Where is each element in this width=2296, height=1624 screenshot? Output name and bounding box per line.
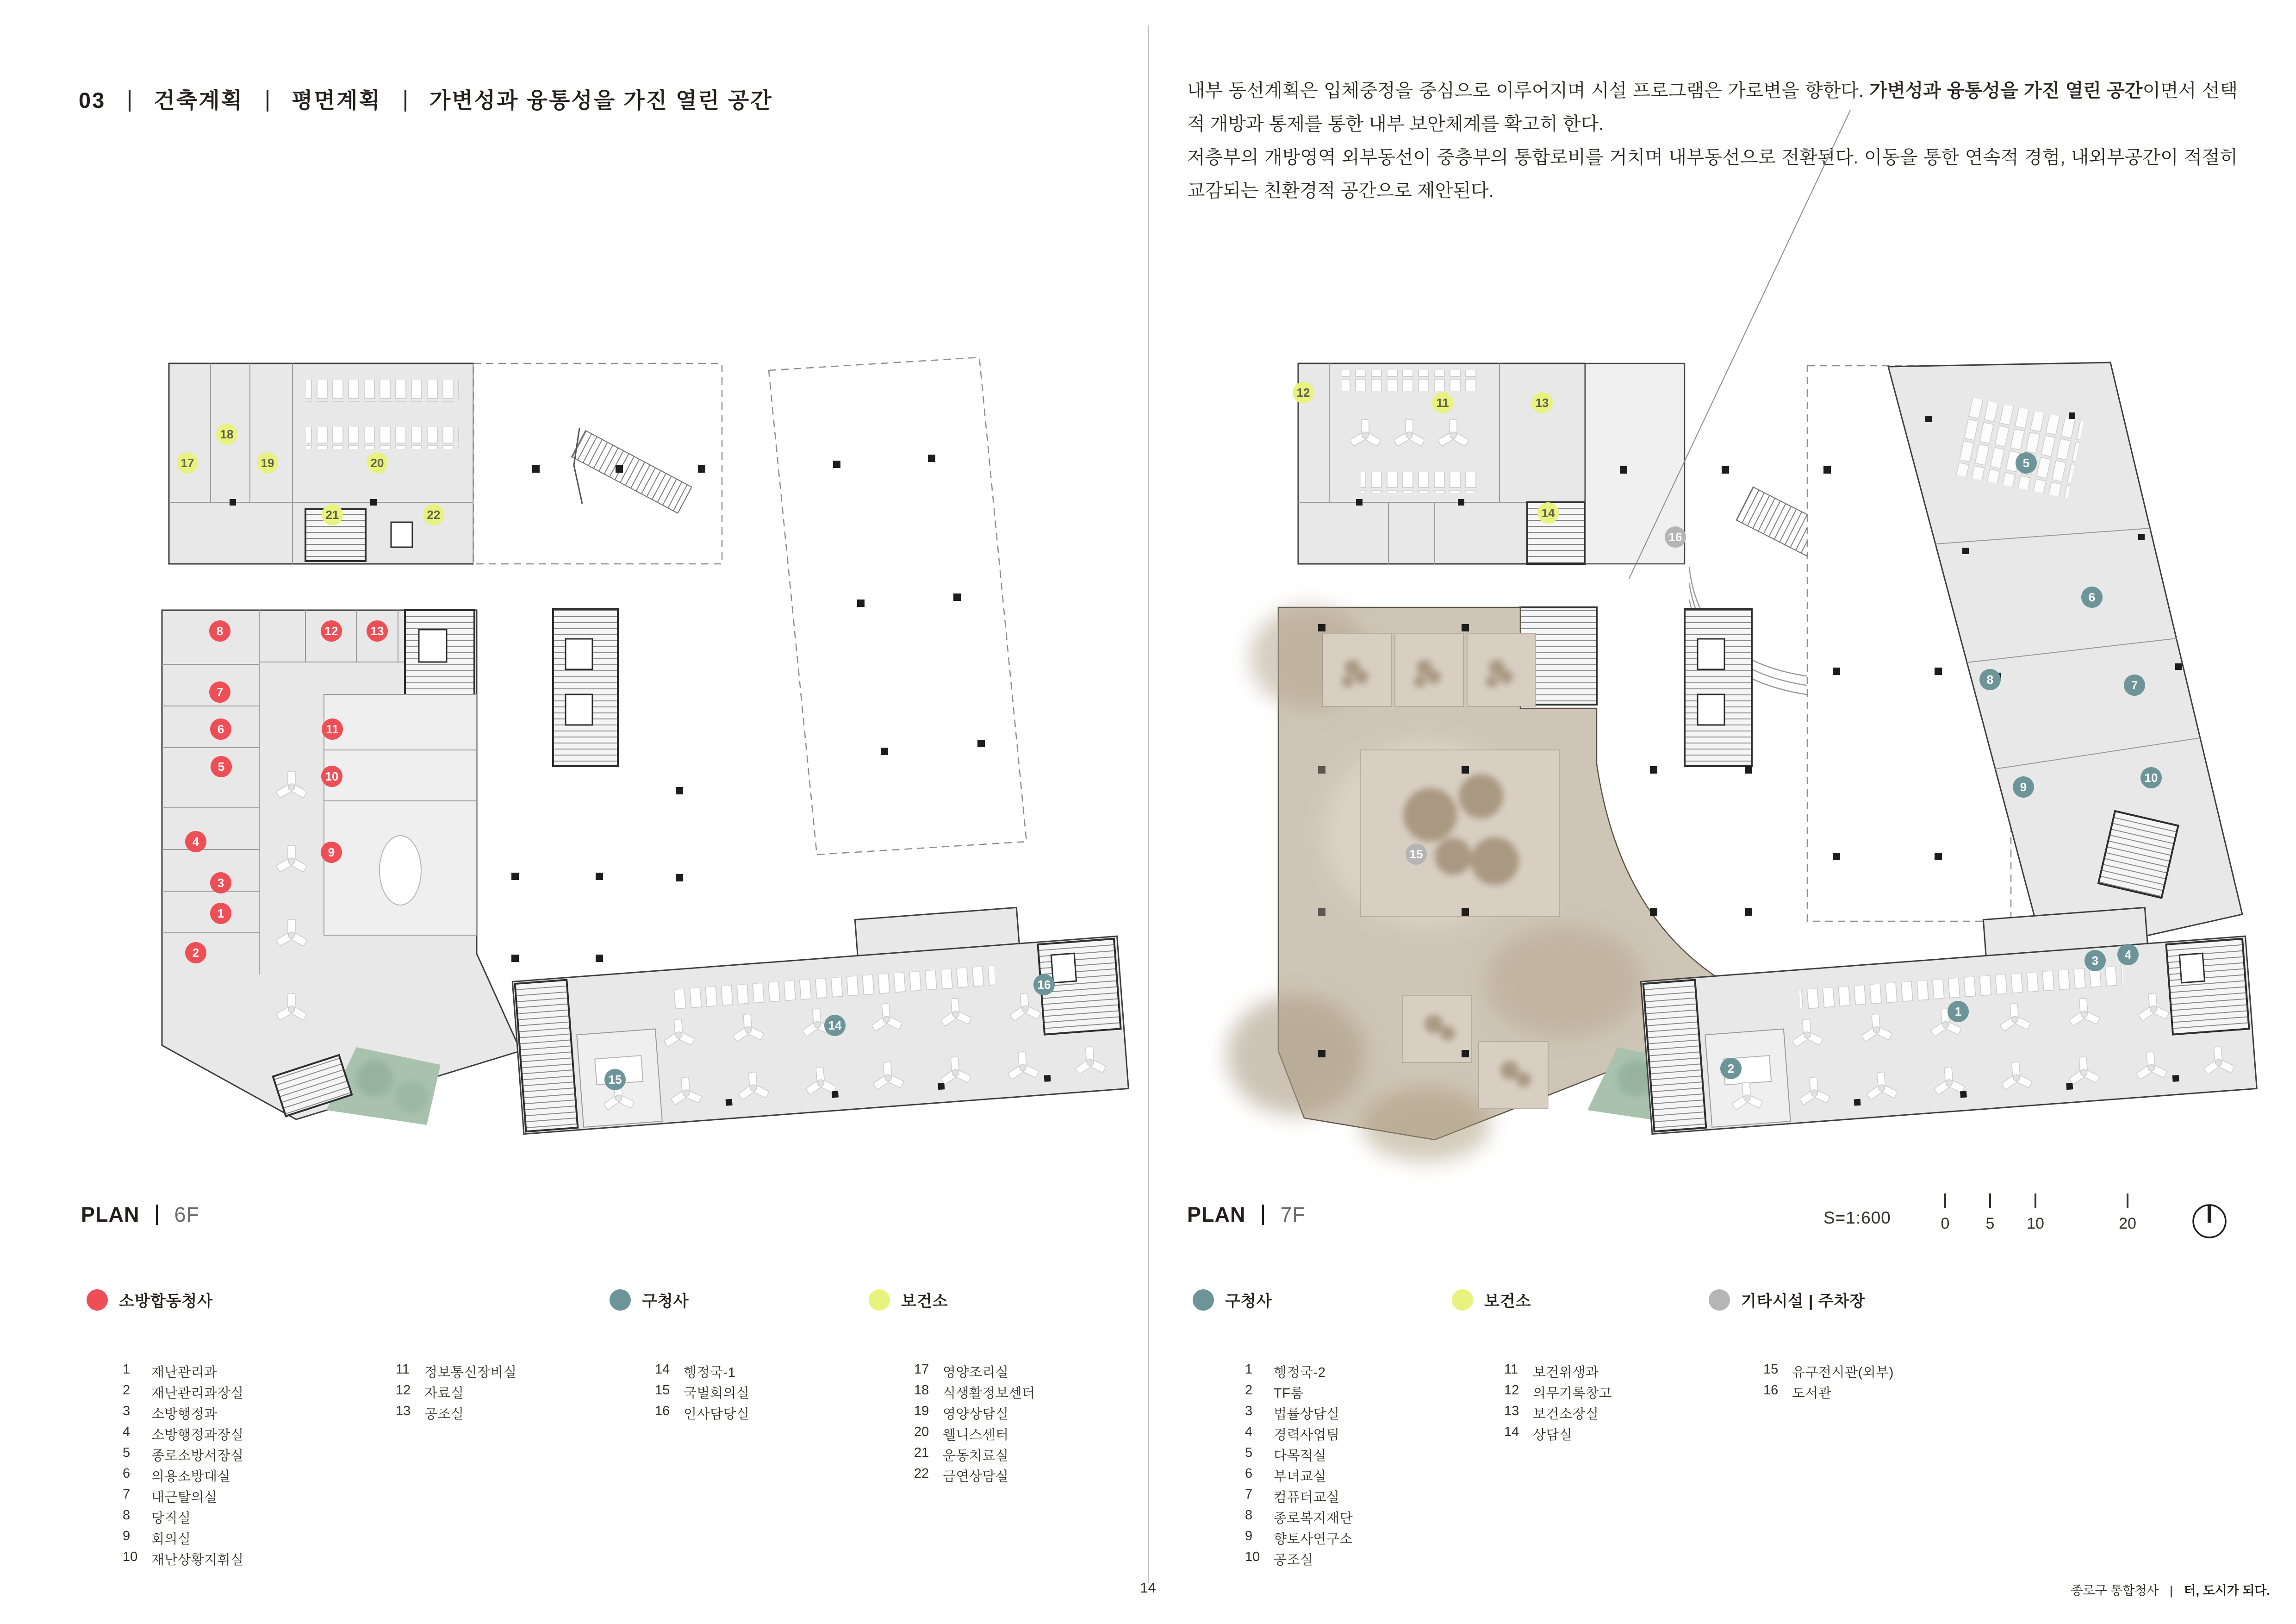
scale-text: S=1:600: [1823, 1208, 1891, 1227]
legend-item: 소방합동청사: [87, 1288, 213, 1311]
room-badge: 8: [1979, 669, 2001, 690]
room-list-row: 14 상담실: [1504, 1424, 1573, 1443]
intro-p2: 저층부의 개방영역 외부동선이 중층부의 통합로비를 거치며 내부동선으로 전환된다. 이동을 통한 연속적 경험, 내외부공간이 적절히 교감되는 친환경적 공간으로 제안된다.: [1187, 147, 2238, 201]
room-badge: 3: [2084, 950, 2106, 971]
room-list-row: 2 TF룸: [1245, 1383, 1304, 1401]
legend-dot-health: [1452, 1289, 1473, 1311]
room-badge: 4: [185, 831, 206, 852]
legend-dot-fire: [87, 1289, 108, 1311]
room-badge: 12: [321, 620, 342, 642]
room-badge: 15: [1406, 843, 1427, 865]
room-list-row: 16 도서관: [1763, 1383, 1832, 1401]
room-list-row: 10 공조실: [1245, 1549, 1313, 1568]
room-badge: 17: [177, 452, 198, 474]
plan-label-separator: [1262, 1205, 1264, 1225]
room-list-row: 3 소방행정과: [123, 1404, 218, 1422]
room-badge: 14: [824, 1015, 846, 1036]
room-list-row: 4 경력사업팀: [1245, 1424, 1340, 1443]
room-list-row: 4 소방행정과장실: [123, 1424, 244, 1443]
room-badge: 20: [367, 452, 388, 474]
room-badge: 2: [1720, 1058, 1742, 1079]
room-badge: 5: [211, 756, 232, 777]
room-list-row: 13 공조실: [396, 1404, 464, 1422]
room-list-row: 9 향토사연구소: [1245, 1529, 1353, 1547]
room-badge: 6: [2081, 587, 2103, 608]
legend-dot-health: [869, 1289, 890, 1311]
plan-word: PLAN: [81, 1203, 140, 1226]
header-item-2: 평면계획: [292, 88, 381, 112]
room-badge: 18: [216, 424, 237, 445]
room-list-row: 5 종로소방서장실: [123, 1445, 244, 1463]
room-list-row: 15 국별회의실: [655, 1383, 750, 1401]
room-badge: 13: [1531, 392, 1553, 413]
legend-dot-etc: [1709, 1289, 1730, 1311]
project-slogan: 터, 도시가 되다.: [2184, 1584, 2270, 1598]
room-list-row: 7 내근탈의실: [123, 1487, 218, 1505]
room-list-row: 15 유구전시관(외부): [1763, 1362, 1894, 1380]
room-badge: 13: [367, 620, 388, 642]
room-badge: 1: [210, 903, 231, 924]
room-badge: 1: [1948, 1001, 1969, 1022]
intro-p1-rest: 이면서 선택적 개방과 통제를 통한 내부 보안체계를 확고히 한다.: [1187, 81, 2238, 134]
room-list-row: 9 회의실: [123, 1529, 191, 1547]
scale-tick-0: 0: [1936, 1193, 1954, 1233]
room-badge: 16: [1665, 526, 1686, 548]
room-list-row: 13 보건소장실: [1504, 1404, 1599, 1422]
legend-dot-district: [1193, 1289, 1214, 1311]
room-badge: 11: [1432, 392, 1453, 413]
scale-tick-10: 10: [2026, 1193, 2045, 1233]
room-list-row: 2 재난관리과장실: [123, 1383, 244, 1401]
room-list-row: 1 행정국-2: [1245, 1362, 1326, 1380]
room-badge: 10: [321, 766, 342, 787]
room-badge: 7: [209, 681, 230, 703]
legend-item: 구청사: [1193, 1288, 1272, 1311]
room-badge: 22: [423, 504, 444, 525]
room-badge: 8: [209, 620, 230, 642]
room-list-row: 14 행정국-1: [655, 1362, 736, 1380]
room-list-row: 1 재난관리과: [123, 1362, 218, 1380]
scale-tick-5: 5: [1981, 1193, 1999, 1233]
plan-label-7f: [1187, 1203, 1306, 1227]
room-list-row: 6 부녀교실: [1245, 1466, 1327, 1484]
room-badge: 6: [210, 718, 231, 740]
room-list-row: 11 정보통신장비실: [396, 1362, 517, 1380]
project-title: 종로구 통합청사: [2071, 1584, 2159, 1598]
room-list-row: 7 컴퓨터교실: [1245, 1487, 1340, 1505]
floor-number: 6F: [174, 1203, 200, 1226]
room-badge: 12: [1293, 382, 1314, 403]
room-list-row: 6 의용소방대실: [123, 1466, 231, 1484]
legend-dot-district: [610, 1289, 631, 1311]
legend-item: 보건소: [869, 1288, 948, 1311]
room-list-row: 20 웰니스센터: [914, 1424, 1009, 1443]
room-badge: 14: [1537, 502, 1559, 524]
room-badge: 15: [604, 1069, 626, 1090]
header-item-3: 가변성과 융통성을 가진 열린 공간: [429, 88, 773, 112]
room-list-row: 19 영양상담실: [914, 1404, 1009, 1422]
room-badge: 3: [210, 872, 231, 893]
north-arrow-icon: [2191, 1203, 2228, 1240]
room-badge: 2: [185, 942, 206, 963]
room-badge: 4: [2117, 944, 2139, 965]
section-number: 03: [79, 88, 106, 112]
room-list-row: 8 종로복지재단: [1245, 1508, 1353, 1526]
room-list-row: 10 재난상황지휘실: [123, 1549, 244, 1568]
plan-6f-drawing: [162, 357, 1128, 1134]
room-badge: 10: [2140, 767, 2162, 788]
room-list-row: 5 다목적실: [1245, 1445, 1327, 1463]
room-list-row: 12 의무기록창고: [1504, 1383, 1612, 1401]
room-list-row: 17 영양조리실: [914, 1362, 1009, 1380]
intro-p1-normal: 내부 동선계획은 입체중정을 중심으로 이루어지며 시설 프로그램은 가로변을 향한다.: [1187, 81, 1870, 101]
room-list-row: 16 인사담당실: [655, 1404, 750, 1422]
room-badge: 5: [2016, 452, 2037, 474]
legend-item: 보건소: [1452, 1288, 1531, 1311]
room-list-row: 18 식생활정보센터: [914, 1383, 1035, 1401]
room-list-row: 8 당직실: [123, 1508, 191, 1526]
room-badge: 9: [2013, 776, 2034, 798]
page-number: 14: [1140, 1580, 1156, 1596]
scale-tick-20: 20: [2118, 1193, 2137, 1233]
room-badge: 11: [322, 718, 343, 740]
plan-label-separator: [156, 1205, 158, 1225]
room-list-row: 11 보건위생과: [1504, 1362, 1599, 1380]
legend-item: 구청사: [610, 1288, 689, 1311]
room-badge: 21: [322, 504, 343, 525]
intro-p1-bold: 가변성과 융통성을 가진 열린 공간: [1869, 81, 2143, 101]
room-list-row: 22 금연상담실: [914, 1466, 1009, 1484]
room-list-row: 3 법률상담실: [1245, 1404, 1340, 1422]
header-item-1: 건축계획: [154, 88, 244, 112]
plan-7f-drawing: [1226, 110, 2257, 1162]
room-badge: 9: [321, 842, 342, 863]
room-list-row: 21 운동치료실: [914, 1445, 1009, 1463]
floor-number: 7F: [1280, 1203, 1306, 1226]
room-badge: 16: [1033, 974, 1055, 995]
footer-separator: |: [2169, 1584, 2173, 1598]
plan-label-6f: [81, 1203, 199, 1227]
legend-item: 기타시설 | 주차장: [1709, 1288, 1865, 1311]
room-list-row: 12 자료실: [396, 1383, 464, 1401]
room-badge: 19: [257, 452, 278, 474]
room-badge: 7: [2124, 675, 2145, 696]
plan-word: PLAN: [1187, 1203, 1246, 1226]
